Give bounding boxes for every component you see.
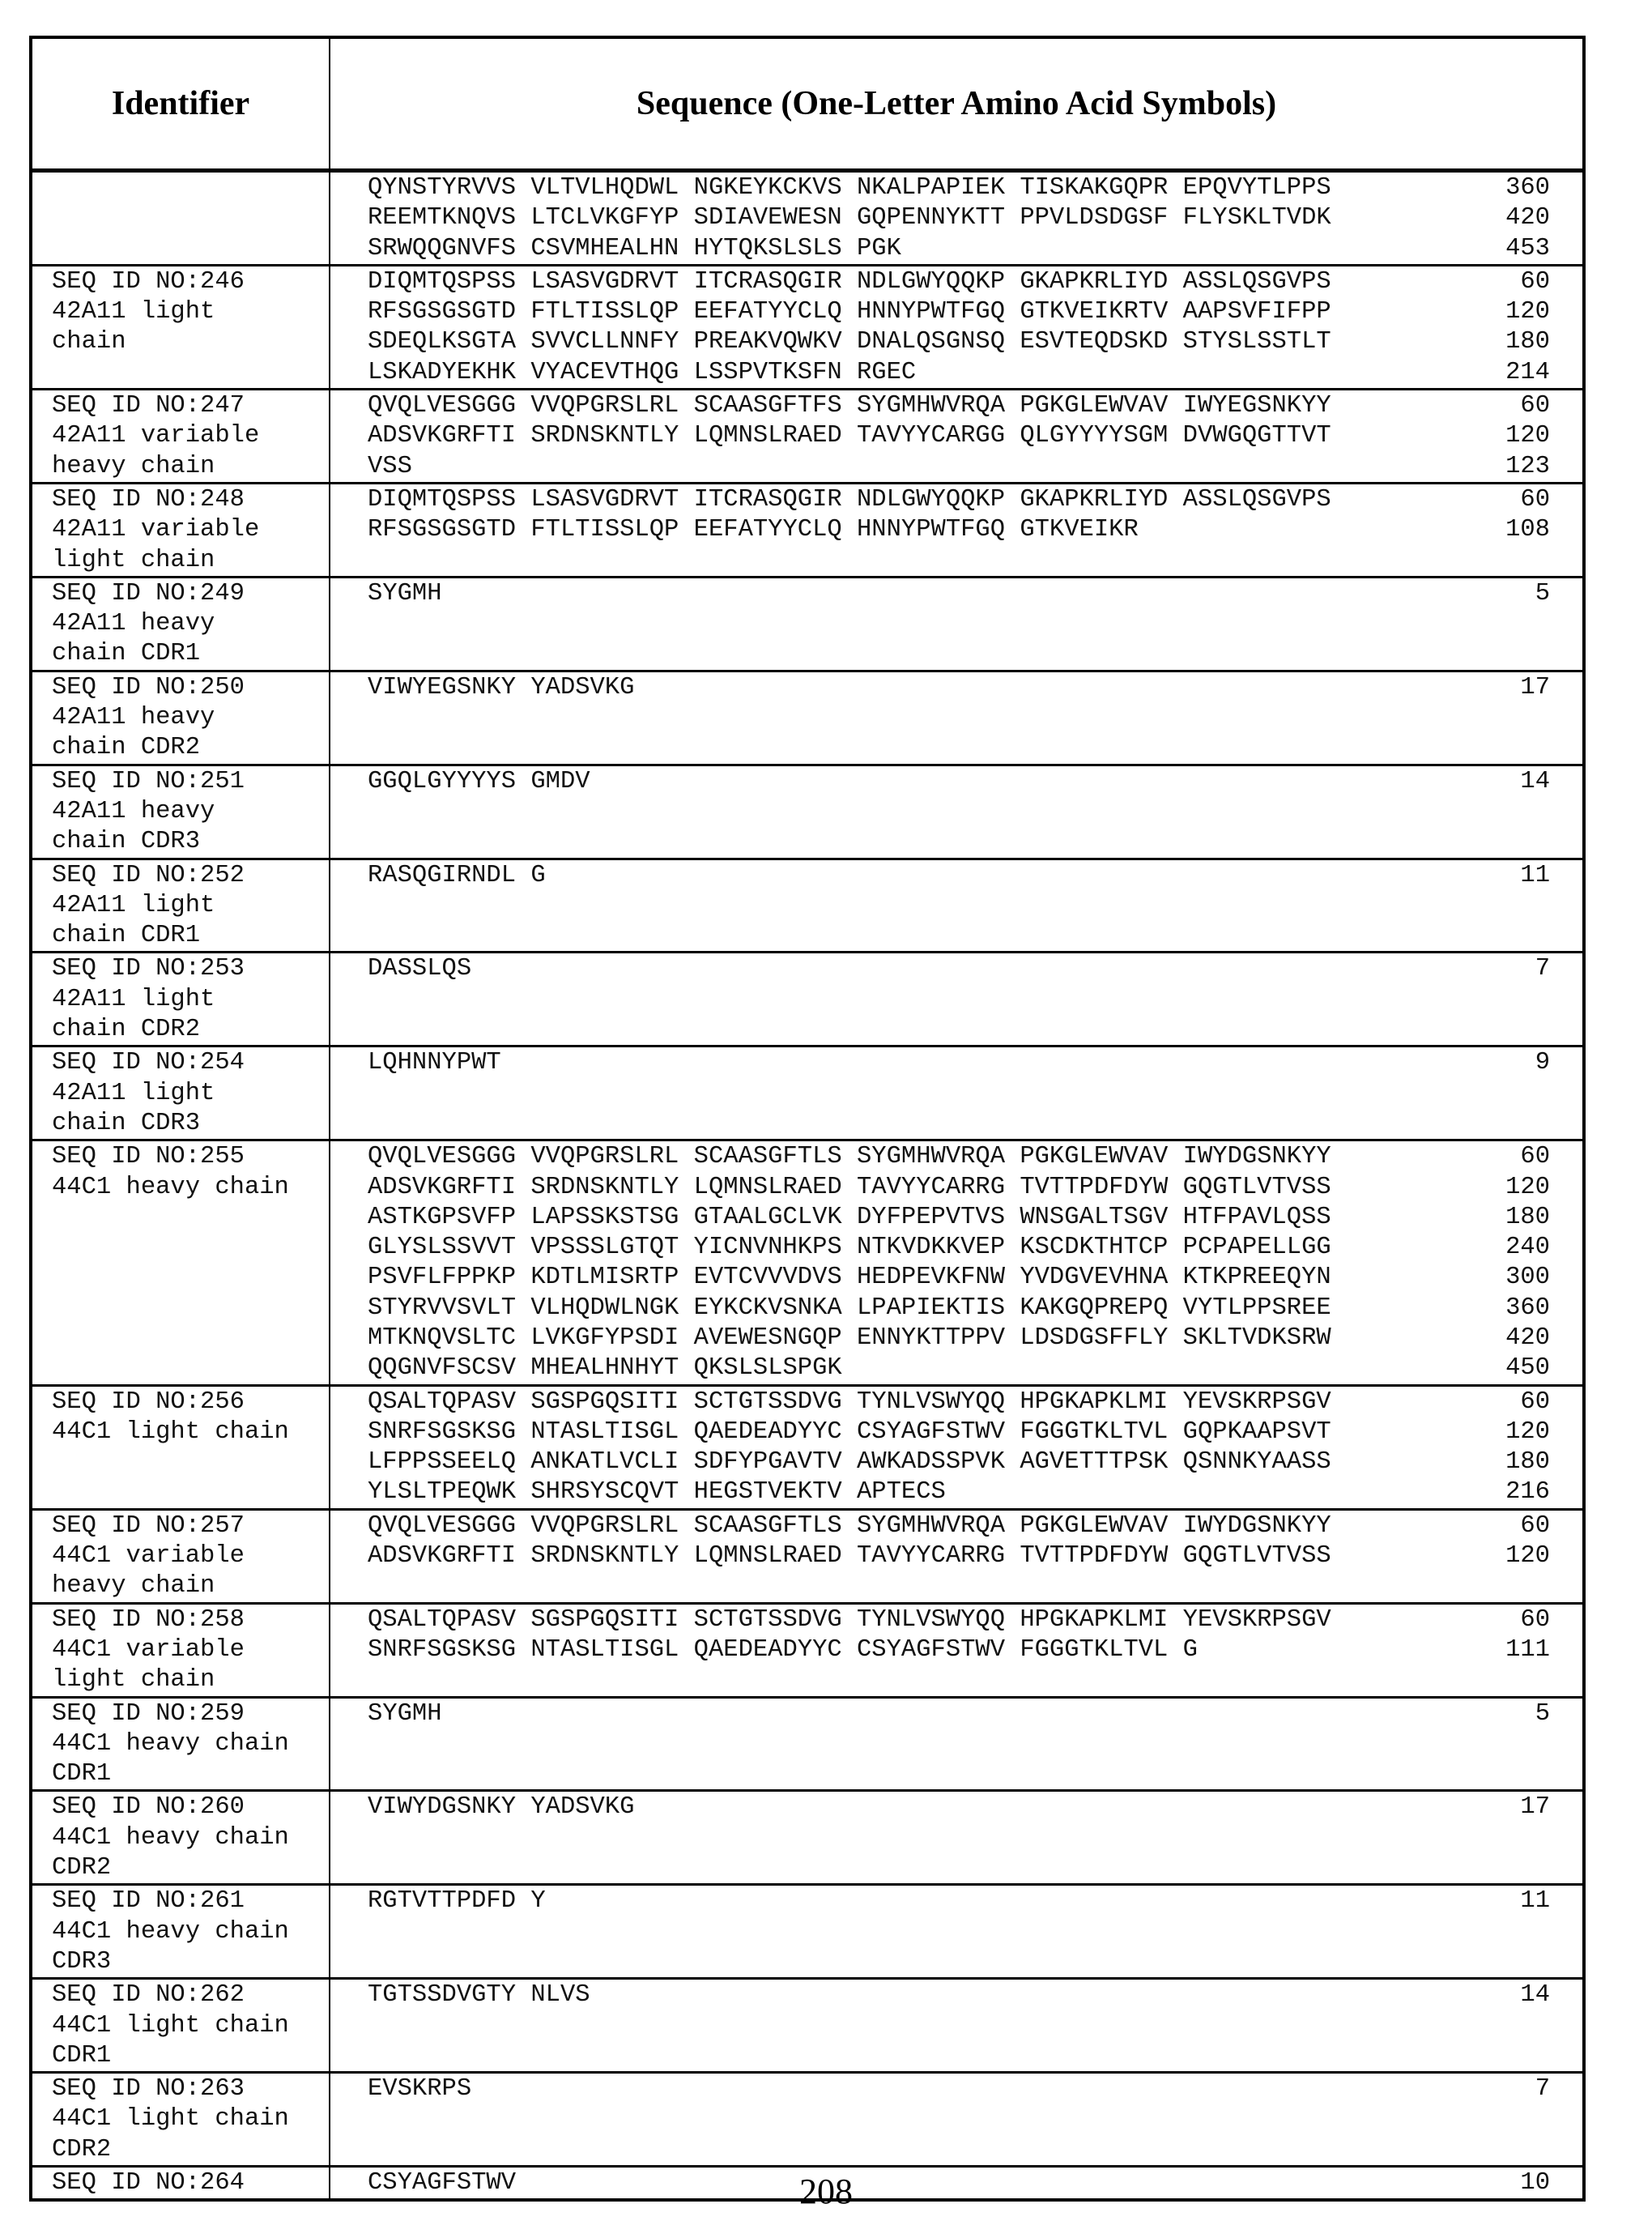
sequence-line [368, 1324, 1550, 1353]
identifier-cell: SEQ ID NO:259 44C1 heavy chain CDR1 [31, 1697, 330, 1791]
sequence-line [368, 203, 1550, 233]
sequence-line [368, 797, 1550, 827]
sequence-line [368, 358, 1550, 388]
sequence-text: RFSGSGSGTD FTLTISSLQP EEFATYYCLQ HNNYPWTFGQ GTKVEIKR [368, 515, 1139, 545]
sequence-text: ADSVKGRFTI SRDNSKNTLY LQMNSLRAED TAVYYCARRG TVTTPDFDYW GQGTLVTVSS [368, 1173, 1331, 1203]
sequence-text: QVQLVESGGG VVQPGRSLRL SCAASGFTLS SYGMHWVRQA PGKGLEWVAV IWYDGSNKYY [368, 1142, 1331, 1172]
sequence-cell [330, 1140, 1584, 1385]
sequence-text: QVQLVESGGG VVQPGRSLRL SCAASGFTFS SYGMHWVRQA PGKGLEWVAV IWYEGSNKYY [368, 391, 1331, 421]
residue-count: 60 [1485, 1388, 1550, 1417]
sequence-line [368, 1759, 1550, 1789]
identifier-cell: SEQ ID NO:251 42A11 heavy chain CDR3 [31, 765, 330, 859]
sequence-line [368, 1571, 1550, 1601]
sequence-text: QVQLVESGGG VVQPGRSLRL SCAASGFTLS SYGMHWVRQA PGKGLEWVAV IWYDGSNKYY [368, 1511, 1331, 1541]
sequence-line [368, 2135, 1550, 2165]
sequence-cell [330, 1697, 1584, 1791]
sequence-text: VIWYEGSNKY YADSVKG [368, 673, 634, 703]
residue-count: 11 [1485, 861, 1550, 891]
sequence-text: ADSVKGRFTI SRDNSKNTLY LQMNSLRAED TAVYYCARRG TVTTPDFDYW GQGTLVTVSS [368, 1541, 1331, 1571]
identifier-cell: SEQ ID NO:257 44C1 variable heavy chain [31, 1509, 330, 1603]
sequence-line [368, 921, 1550, 951]
document-page [0, 0, 1652, 2238]
residue-count [1485, 1079, 1550, 1109]
page-number: 208 [0, 2171, 1652, 2212]
residue-count: 216 [1485, 1477, 1550, 1507]
sequence-line [368, 1173, 1550, 1203]
sequence-cell [330, 1509, 1584, 1603]
residue-count: 11 [1485, 1886, 1550, 1916]
sequence-table [29, 36, 1586, 2202]
table-row [31, 1979, 1584, 2073]
sequence-line [368, 954, 1550, 984]
table-row [31, 1140, 1584, 1385]
sequence-text: TGTSSDVGTY NLVS [368, 1980, 590, 2010]
sequence-cell [330, 859, 1584, 953]
sequence-line [368, 173, 1550, 203]
sequence-line [368, 579, 1550, 609]
table-row [31, 1603, 1584, 1697]
identifier-cell: SEQ ID NO:264 [31, 2167, 330, 2201]
residue-count [1485, 2041, 1550, 2071]
table-header-row [31, 37, 1584, 171]
table-body [31, 171, 1584, 2201]
sequence-cell [330, 2073, 1584, 2167]
sequence-line [368, 1388, 1550, 1417]
sequence-text: SYGMH [368, 1699, 442, 1729]
identifier-cell: SEQ ID NO:253 42A11 light chain CDR2 [31, 953, 330, 1047]
residue-count [1485, 703, 1550, 733]
residue-count: 5 [1485, 579, 1550, 609]
residue-count: 360 [1485, 1294, 1550, 1324]
sequence-line [368, 2104, 1550, 2134]
table-row [31, 1885, 1584, 1979]
header-sequence: Sequence (One-Letter Amino Acid Symbols) [330, 37, 1584, 171]
sequence-text: QQGNVFSCSV MHEALHNHYT QKSLSLSPGK [368, 1353, 842, 1383]
sequence-line [368, 1477, 1550, 1507]
identifier-cell: SEQ ID NO:263 44C1 light chain CDR2 [31, 2073, 330, 2167]
residue-count: 108 [1485, 515, 1550, 545]
residue-count: 60 [1485, 485, 1550, 515]
sequence-line [368, 1048, 1550, 1078]
table-row [31, 1385, 1584, 1509]
table-row [31, 2073, 1584, 2167]
sequence-cell [330, 1979, 1584, 2073]
sequence-line [368, 703, 1550, 733]
sequence-cell [330, 171, 1584, 266]
sequence-line [368, 985, 1550, 1015]
residue-count: 7 [1485, 2074, 1550, 2104]
sequence-line [368, 2074, 1550, 2104]
sequence-text: SDEQLKSGTA SVVCLLNNFY PREAKVQWKV DNALQSGNSQ ESVTEQDSKD STYSLSSTLT [368, 327, 1331, 357]
residue-count: 60 [1485, 267, 1550, 297]
sequence-line [368, 1605, 1550, 1635]
sequence-cell [330, 1047, 1584, 1140]
sequence-line [368, 1917, 1550, 1947]
sequence-line [368, 1793, 1550, 1822]
sequence-line [368, 1109, 1550, 1139]
residue-count [1485, 891, 1550, 921]
table-row [31, 171, 1584, 266]
residue-count: 60 [1485, 391, 1550, 421]
identifier-cell: SEQ ID NO:254 42A11 light chain CDR3 [31, 1047, 330, 1140]
table-row [31, 859, 1584, 953]
residue-count: 420 [1485, 1324, 1550, 1353]
residue-count [1485, 1823, 1550, 1853]
sequence-line [368, 1665, 1550, 1695]
sequence-cell [330, 765, 1584, 859]
residue-count [1485, 827, 1550, 857]
residue-count: 420 [1485, 203, 1550, 233]
residue-count [1485, 609, 1550, 639]
residue-count: 60 [1485, 1142, 1550, 1172]
sequence-line [368, 1263, 1550, 1293]
residue-count: 180 [1485, 1447, 1550, 1477]
residue-count [1485, 639, 1550, 669]
residue-count: 180 [1485, 1203, 1550, 1233]
identifier-cell: SEQ ID NO:256 44C1 light chain [31, 1385, 330, 1509]
sequence-text: DIQMTQSPSS LSASVGDRVT ITCRASQGIR NDLGWYQQKP GKAPKRLIYD ASSLQSGVPS [368, 267, 1331, 297]
residue-count: 214 [1485, 358, 1550, 388]
residue-count: 360 [1485, 173, 1550, 203]
residue-count [1485, 2011, 1550, 2041]
sequence-text: EVSKRPS [368, 2074, 471, 2104]
table-row [31, 483, 1584, 577]
sequence-text: SYGMH [368, 579, 442, 609]
table-row [31, 577, 1584, 671]
residue-count: 17 [1485, 1793, 1550, 1822]
table-row [31, 265, 1584, 389]
sequence-cell [330, 577, 1584, 671]
sequence-line [368, 234, 1550, 264]
sequence-cell [330, 265, 1584, 389]
residue-count [1485, 1571, 1550, 1601]
sequence-text: STYRVVSVLT VLHQDWLNGK EYKCKVSNKA LPAPIEKTIS KAKGQPREPQ VYTLPPSREE [368, 1294, 1331, 1324]
residue-count [1485, 1917, 1550, 1947]
residue-count [1485, 546, 1550, 576]
sequence-cell [330, 953, 1584, 1047]
sequence-line [368, 1142, 1550, 1172]
sequence-line [368, 2011, 1550, 2041]
sequence-text: RASQGIRNDL G [368, 861, 546, 891]
residue-count [1485, 1015, 1550, 1045]
sequence-text: YLSLTPEQWK SHRSYSCQVT HEGSTVEKTV APTECS [368, 1477, 946, 1507]
sequence-line [368, 546, 1550, 576]
sequence-line [368, 827, 1550, 857]
sequence-text: RGTVTTPDFD Y [368, 1886, 546, 1916]
sequence-line [368, 1886, 1550, 1916]
sequence-line [368, 1203, 1550, 1233]
residue-count [1485, 1729, 1550, 1759]
table-row [31, 390, 1584, 484]
sequence-text: QSALTQPASV SGSPGQSITI SCTGTSSDVG TYNLVSWYQQ HPGKAPKLMI YEVSKRPSGV [368, 1388, 1331, 1417]
table-row [31, 1047, 1584, 1140]
sequence-line [368, 1294, 1550, 1324]
sequence-cell [330, 671, 1584, 765]
sequence-cell [330, 390, 1584, 484]
residue-count [1485, 1665, 1550, 1695]
table-row [31, 765, 1584, 859]
residue-count [1485, 2135, 1550, 2165]
sequence-line [368, 609, 1550, 639]
residue-count: 17 [1485, 673, 1550, 703]
sequence-line [368, 673, 1550, 703]
residue-count: 120 [1485, 1173, 1550, 1203]
sequence-text: ASTKGPSVFP LAPSSKSTSG GTAALGCLVK DYFPEPVTVS WNSGALTSGV HTFPAVLQSS [368, 1203, 1331, 1233]
identifier-cell: SEQ ID NO:252 42A11 light chain CDR1 [31, 859, 330, 953]
sequence-text: SNRFSGSKSG NTASLTISGL QAEDEADYYC CSYAGFSTWV FGGGTKLTVL G [368, 1635, 1198, 1665]
sequence-text: LQHNNYPWT [368, 1048, 501, 1078]
sequence-text: PSVFLFPPKP KDTLMISRTP EVTCVVVDVS HEDPEVKFNW YVDGVEVHNA KTKPREEQYN [368, 1263, 1331, 1293]
residue-count: 123 [1485, 452, 1550, 482]
sequence-line [368, 1980, 1550, 2010]
sequence-text: GLYSLSSVVT VPSSSLGTQT YICNVNHKPS NTKVDKKVEP KSCDKTHTCP PCPAPELLGG [368, 1233, 1331, 1263]
residue-count: 450 [1485, 1353, 1550, 1383]
identifier-cell: SEQ ID NO:250 42A11 heavy chain CDR2 [31, 671, 330, 765]
residue-count: 120 [1485, 297, 1550, 327]
header-identifier: Identifier [31, 37, 330, 171]
table-row [31, 1509, 1584, 1603]
identifier-cell: SEQ ID NO:262 44C1 light chain CDR1 [31, 1979, 330, 2073]
residue-count [1485, 921, 1550, 951]
sequence-line [368, 767, 1550, 797]
sequence-text: LSKADYEKHK VYACEVTHQG LSSPVTKSFN RGEC [368, 358, 916, 388]
residue-count: 10 [1485, 2168, 1550, 2198]
table-row [31, 1697, 1584, 1791]
sequence-text: SNRFSGSKSG NTASLTISGL QAEDEADYYC CSYAGFSTWV FGGGTKLTVL GQPKAAPSVT [368, 1417, 1331, 1447]
sequence-cell [330, 483, 1584, 577]
residue-count: 120 [1485, 1541, 1550, 1571]
residue-count [1485, 1947, 1550, 1977]
sequence-text: CSYAGFSTWV [368, 2168, 516, 2198]
identifier-cell: SEQ ID NO:248 42A11 variable light chain [31, 483, 330, 577]
sequence-line [368, 891, 1550, 921]
identifier-cell: SEQ ID NO:260 44C1 heavy chain CDR2 [31, 1791, 330, 1885]
residue-count: 7 [1485, 954, 1550, 984]
sequence-text: MTKNQVSLTC LVKGFYPSDI AVEWESNGQP ENNYKTTPPV LDSDGSFFLY SKLTVDKSRW [368, 1324, 1331, 1353]
sequence-text: QYNSTYRVVS VLTVLHQDWL NGKEYKCKVS NKALPAPIEK TISKAKGQPR EPQVYTLPPS [368, 173, 1331, 203]
sequence-text: REEMTKNQVS LTCLVKGFYP SDIAVEWESN GQPENNYKTT PPVLDSDGSF FLYSKLTVDK [368, 203, 1331, 233]
sequence-line [368, 1823, 1550, 1853]
sequence-line [368, 1541, 1550, 1571]
sequence-line [368, 1353, 1550, 1383]
sequence-text: SRWQQGNVFS CSVMHEALHN HYTQKSLSLS PGK [368, 234, 901, 264]
sequence-cell [330, 1603, 1584, 1697]
sequence-text: DASSLQS [368, 954, 471, 984]
residue-count: 111 [1485, 1635, 1550, 1665]
sequence-line [368, 733, 1550, 763]
residue-count: 120 [1485, 421, 1550, 451]
identifier-cell: SEQ ID NO:255 44C1 heavy chain [31, 1140, 330, 1385]
sequence-cell [330, 1885, 1584, 1979]
sequence-line [368, 1947, 1550, 1977]
sequence-line [368, 515, 1550, 545]
identifier-cell: SEQ ID NO:261 44C1 heavy chain CDR3 [31, 1885, 330, 1979]
residue-count: 120 [1485, 1417, 1550, 1447]
sequence-line [368, 391, 1550, 421]
sequence-line [368, 452, 1550, 482]
residue-count: 180 [1485, 327, 1550, 357]
residue-count: 60 [1485, 1605, 1550, 1635]
sequence-line [368, 1079, 1550, 1109]
sequence-text: GGQLGYYYYS GMDV [368, 767, 590, 797]
residue-count: 5 [1485, 1699, 1550, 1729]
sequence-line [368, 1635, 1550, 1665]
sequence-line [368, 1417, 1550, 1447]
sequence-text: QSALTQPASV SGSPGQSITI SCTGTSSDVG TYNLVSWYQQ HPGKAPKLMI YEVSKRPSGV [368, 1605, 1331, 1635]
sequence-line [368, 1511, 1550, 1541]
residue-count [1485, 1853, 1550, 1883]
sequence-line [368, 1015, 1550, 1045]
sequence-line [368, 1233, 1550, 1263]
sequence-text: DIQMTQSPSS LSASVGDRVT ITCRASQGIR NDLGWYQQKP GKAPKRLIYD ASSLQSGVPS [368, 485, 1331, 515]
identifier-cell: SEQ ID NO:249 42A11 heavy chain CDR1 [31, 577, 330, 671]
sequence-line [368, 861, 1550, 891]
sequence-line [368, 1729, 1550, 1759]
residue-count [1485, 985, 1550, 1015]
sequence-line [368, 1853, 1550, 1883]
residue-count [1485, 2104, 1550, 2134]
sequence-text: ADSVKGRFTI SRDNSKNTLY LQMNSLRAED TAVYYCARGG QLGYYYYSGM DVWGQGTTVT [368, 421, 1331, 451]
sequence-line [368, 639, 1550, 669]
residue-count: 60 [1485, 1511, 1550, 1541]
table-row [31, 671, 1584, 765]
table-row [31, 953, 1584, 1047]
residue-count [1485, 1759, 1550, 1789]
identifier-cell [31, 171, 330, 266]
sequence-line [368, 1699, 1550, 1729]
identifier-cell: SEQ ID NO:258 44C1 variable light chain [31, 1603, 330, 1697]
sequence-line [368, 297, 1550, 327]
residue-count: 240 [1485, 1233, 1550, 1263]
sequence-text: VIWYDGSNKY YADSVKG [368, 1793, 634, 1822]
residue-count: 9 [1485, 1048, 1550, 1078]
identifier-cell: SEQ ID NO:247 42A11 variable heavy chain [31, 390, 330, 484]
sequence-cell [330, 1385, 1584, 1509]
identifier-cell: SEQ ID NO:246 42A11 light chain [31, 265, 330, 389]
sequence-line [368, 421, 1550, 451]
sequence-text: VSS [368, 452, 412, 482]
table-row [31, 1791, 1584, 1885]
sequence-line [368, 1447, 1550, 1477]
sequence-line [368, 485, 1550, 515]
sequence-line [368, 267, 1550, 297]
residue-count: 453 [1485, 234, 1550, 264]
residue-count [1485, 797, 1550, 827]
sequence-line [368, 327, 1550, 357]
sequence-text: RFSGSGSGTD FTLTISSLQP EEFATYYCLQ HNNYPWTFGQ GTKVEIKRTV AAPSVFIFPP [368, 297, 1331, 327]
residue-count: 300 [1485, 1263, 1550, 1293]
residue-count [1485, 1109, 1550, 1139]
residue-count [1485, 733, 1550, 763]
sequence-line [368, 2041, 1550, 2071]
residue-count: 14 [1485, 767, 1550, 797]
sequence-cell [330, 1791, 1584, 1885]
sequence-text: LFPPSSEELQ ANKATLVCLI SDFYPGAVTV AWKADSSPVK AGVETTTPSK QSNNKYAASS [368, 1447, 1331, 1477]
residue-count: 14 [1485, 1980, 1550, 2010]
